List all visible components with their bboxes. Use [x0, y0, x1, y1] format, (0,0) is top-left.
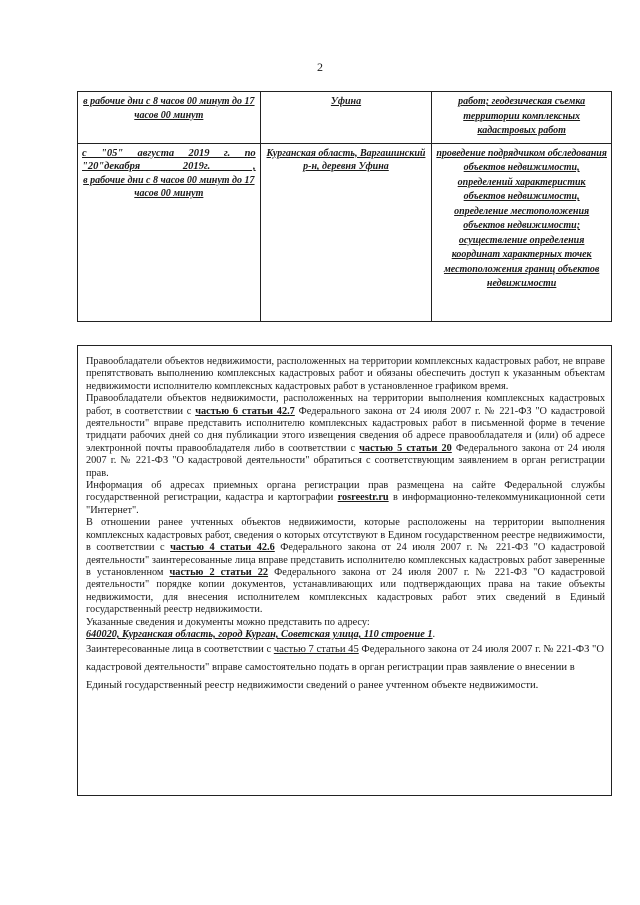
notice-paragraph-previously-registered: В отношении ранее учтенных объектов недвижимости, которые расположены на территории выполнения комплексных кадастровых работ, сведения о которых отсутствуют в Едином государственном реестре недвижимости, в соответствии с частью 4 статьи 42.6 Федерального закона от 24 июля 2007 г. № 221-ФЗ "О кадастровой деятельности" заинтересованные лица вправе представить исполнителю комплексных кадастровых работ заверенные в установленном частью 2 статьи 22 Федерального закона от 24 июля 2007 г. № 221-ФЗ "О кадастровой деятельности" порядке копии документов, устанавливающих или подтверждающих права на такие объекты недвижимости, для внесения исполнителем комплексных кадастровых работ этих сведений в Единый государственный реестр недвижимости. — [86, 517, 605, 616]
notice-paragraph-submit: Указанные сведения и документы можно представить по адресу: — [86, 616, 370, 628]
schedule-time-cell — [78, 143, 261, 321]
schedule-time-cell — [78, 92, 261, 144]
law-link[interactable]: частью 4 статьи 42.6 — [170, 542, 275, 554]
schedule-work-cell — [432, 143, 612, 321]
page-number: 2 — [317, 60, 323, 74]
table-row — [78, 92, 612, 144]
schedule-work: проведение подрядчиком обследования объектов недвижимости, определений характеристик объектов недвижимости, определение местоположения объектов недвижимости; осуществление определения координат характерных точек местоположения границ объектов недвижимости — [436, 147, 607, 289]
submission-address: 640020, Курганская область, город Курган, Советская улица, 110 строение 1. — [86, 628, 436, 640]
notice-paragraph-self-submit: Заинтересованные лица в соответствии с частью 7 статьи 45 Федерального закона от 24 июля 2007 г. № 221-ФЗ "О кадастровой деятельности" вправе самостоятельно подать в орган регистрации прав заявление о внесении в Единый государственный реестр недвижимости сведений о ранее учтенном объекте недвижимости. — [86, 644, 605, 692]
schedule-place: Уфина — [330, 96, 362, 107]
schedule-work: работ; геодезическая съемка территории комплексных кадастровых работ — [458, 96, 586, 136]
rosreestr-link[interactable]: rosreestr.ru — [337, 492, 389, 504]
schedule-place-cell — [260, 92, 432, 144]
notice-box — [77, 345, 612, 796]
law-link[interactable]: частью 6 статьи 42.7 — [195, 405, 295, 417]
schedule-work-cell — [432, 92, 612, 144]
schedule-table — [77, 91, 612, 322]
notice-paragraph-address-info: Правообладатели объектов недвижимости, расположенных на территории выполнения комплексных кадастровых работ, в соответствии с частью 6 статьи 42.7 Федерального закона от 24 июля 2007 г. № 221-ФЗ "О кадастровой деятельности" вправе представить исполнителю комплексных кадастровых работ в письменной форме в течение тридцати рабочих дней со дня публикации этого извещения сведения об адресе правообладателя и (или) об адресе электронной почты правообладателя либо в соответствии с частью 5 статьи 20 Федерального закона от 24 июля 2007 г. № 221-ФЗ "О кадастровой деятельности" обратиться с соответствующим заявлением в орган регистрации прав. — [86, 393, 605, 479]
notice-paragraph-rosreestr: Информация об адресах приемных органа регистрации прав размещена на сайте Федеральной службы государственной регистрации, кадастра и картографии rosreestr.ru в информационно-телекоммуникационной сети "Интернет". — [86, 480, 605, 516]
schedule-time: в рабочие дни с 8 часов 00 минут до 17 часов 00 минут — [83, 174, 255, 200]
law-link[interactable]: частью 5 статьи 20 — [359, 442, 452, 454]
law-link[interactable]: частью 7 статьи 45 — [273, 644, 359, 656]
schedule-place-cell — [260, 143, 432, 321]
schedule-time: в рабочие дни с 8 часов 00 минут до 17 часов 00 минут — [83, 96, 255, 121]
notice-paragraph-access: Правообладатели объектов недвижимости, расположенных на территории комплексных кадастровых работ, не вправе препятствовать выполнению комплексных кадастровых работ и обязаны обеспечить доступ к указанным объектам недвижимости исполнителю комплексных кадастровых работ в установленное графиком время. — [86, 356, 605, 392]
schedule-place: Курганская область, Варгашинский р-н, деревня Уфина — [266, 147, 426, 173]
schedule-date-range: с "05" августа 2019 г. по "20"декабря 2019г. , — [82, 147, 256, 173]
law-link[interactable]: частью 2 статьи 22 — [169, 566, 269, 578]
table-row — [78, 143, 612, 321]
